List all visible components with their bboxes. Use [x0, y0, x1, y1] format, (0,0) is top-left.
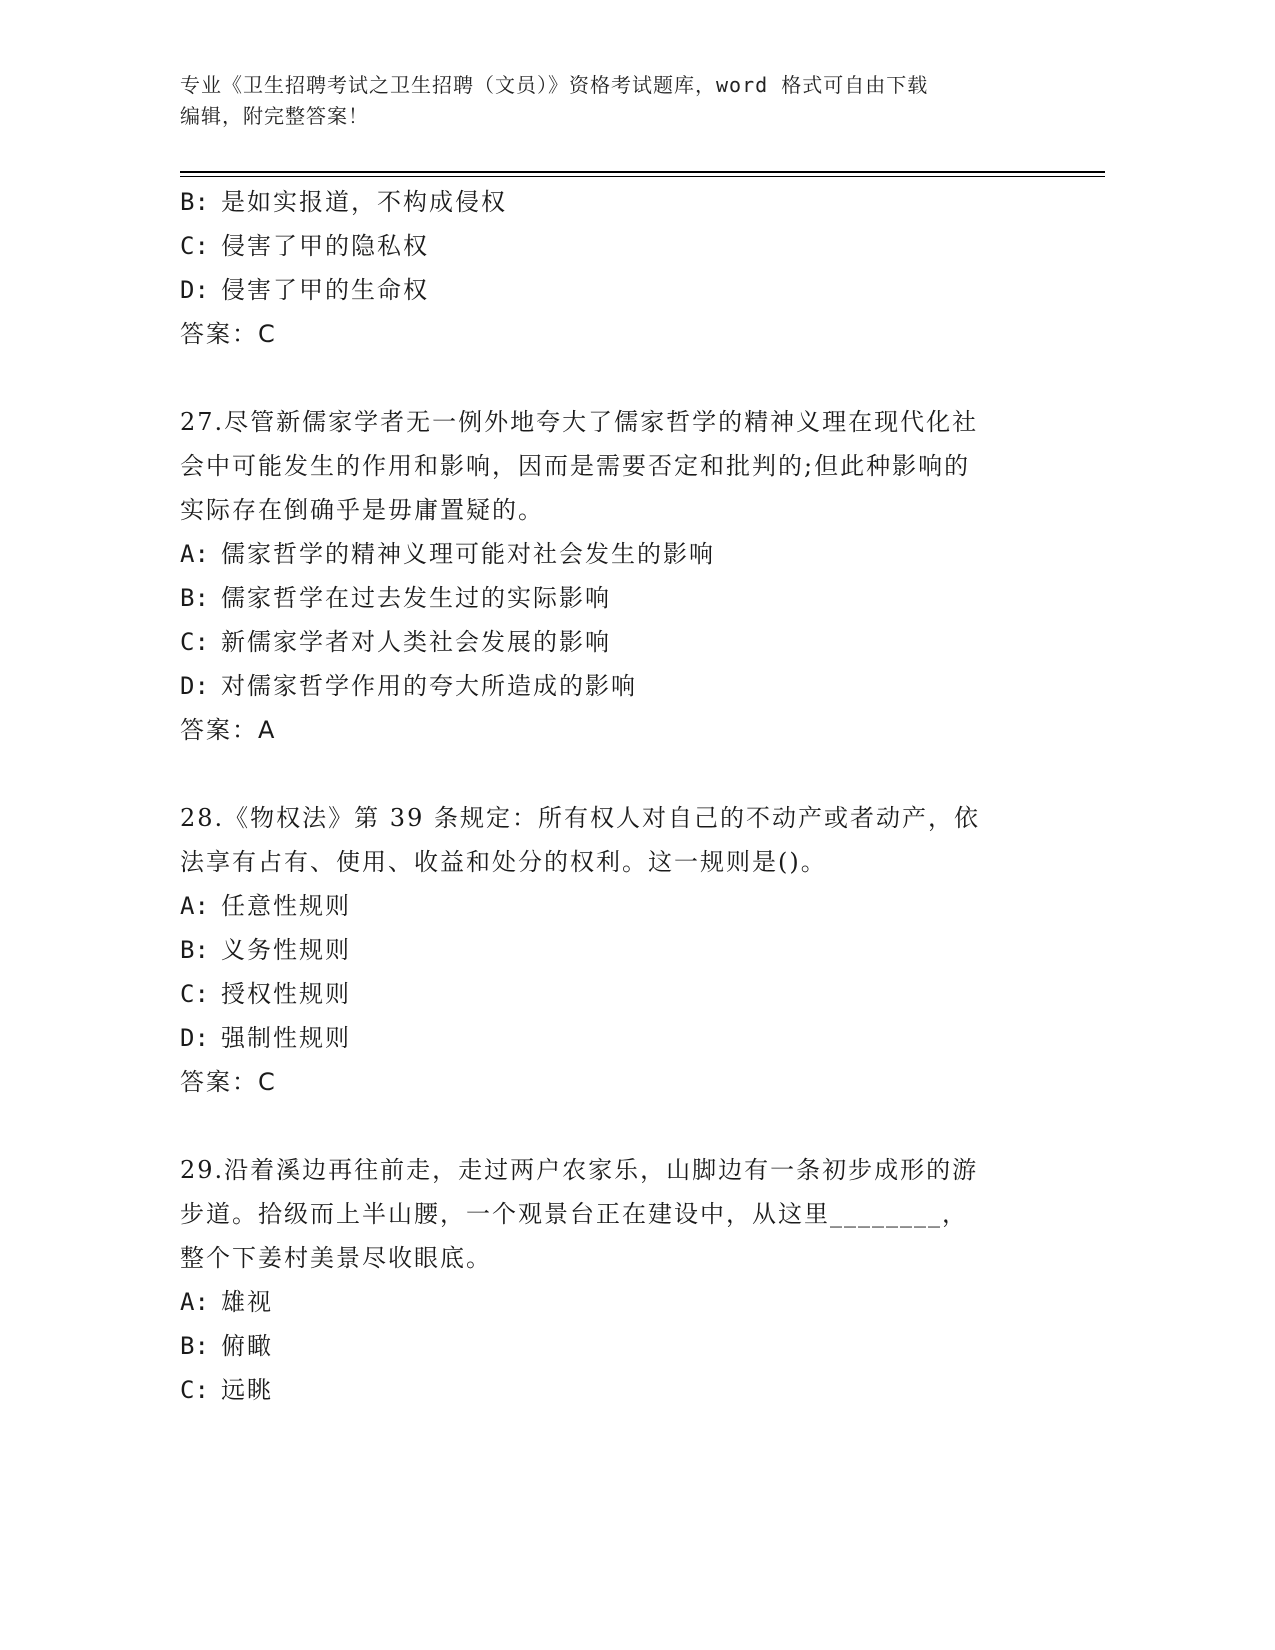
option-letter: B:: [180, 188, 209, 216]
question-29: [180, 1148, 1040, 1412]
option-text: 对儒家哲学作用的夸大所造成的影响: [221, 672, 637, 700]
option-b: [180, 180, 1040, 224]
header-line-2: 编辑，附完整答案！: [180, 104, 369, 128]
document-header: [180, 70, 1040, 132]
option-text: 远眺: [221, 1376, 273, 1404]
option-d: [180, 1016, 1040, 1060]
option-text: 侵害了甲的生命权: [221, 276, 429, 304]
option-letter: B:: [180, 1332, 209, 1360]
option-d: [180, 268, 1040, 312]
option-c: [180, 1368, 1040, 1412]
option-letter: C:: [180, 980, 209, 1008]
answer-line: 答案：C: [180, 320, 277, 348]
option-a: [180, 884, 1040, 928]
spacer: [180, 752, 1040, 796]
option-letter: A:: [180, 1288, 209, 1316]
option-letter: A:: [180, 540, 209, 568]
question-stem-line: 28.《物权法》第 39 条规定：所有权人对自己的不动产或者动产，依: [180, 804, 980, 832]
option-letter: C:: [180, 232, 209, 260]
option-text: 雄视: [221, 1288, 273, 1316]
option-c: [180, 224, 1040, 268]
option-a: [180, 532, 1040, 576]
option-letter: D:: [180, 672, 209, 700]
question-stem-line: 29.沿着溪边再往前走，走过两户农家乐，山脚边有一条初步成形的游: [180, 1156, 979, 1184]
option-text: 是如实报道，不构成侵权: [221, 188, 507, 216]
option-a: [180, 1280, 1040, 1324]
option-b: [180, 1324, 1040, 1368]
question-27: [180, 400, 1040, 752]
question-stem-line: 步道。拾级而上半山腰，一个观景台正在建设中，从这里________，: [180, 1200, 968, 1228]
option-b: [180, 928, 1040, 972]
option-text: 义务性规则: [221, 936, 351, 964]
option-c: [180, 620, 1040, 664]
option-d: [180, 664, 1040, 708]
question-stem-line: 会中可能发生的作用和影响，因而是需要否定和批判的;但此种影响的: [180, 452, 971, 480]
question-stem-line: 实际存在倒确乎是毋庸置疑的。: [180, 496, 544, 524]
question-stem-line: 27.尽管新儒家学者无一例外地夸大了儒家哲学的精神义理在现代化社: [180, 408, 979, 436]
option-text: 儒家哲学在过去发生过的实际影响: [221, 584, 611, 612]
option-text: 俯瞰: [221, 1332, 273, 1360]
answer-line: 答案：A: [180, 716, 277, 744]
question-stem-line: 法享有占有、使用、收益和处分的权利。这一规则是()。: [180, 848, 827, 876]
option-letter: D:: [180, 1024, 209, 1052]
option-letter: C:: [180, 628, 209, 656]
option-text: 新儒家学者对人类社会发展的影响: [221, 628, 611, 656]
option-text: 强制性规则: [221, 1024, 351, 1052]
option-text: 授权性规则: [221, 980, 351, 1008]
spacer: [180, 356, 1040, 400]
option-c: [180, 972, 1040, 1016]
option-b: [180, 576, 1040, 620]
spacer: [180, 1104, 1040, 1148]
header-rule-thick: [180, 171, 1105, 173]
option-letter: A:: [180, 892, 209, 920]
header-rule-thin: [180, 176, 1105, 177]
option-text: 儒家哲学的精神义理可能对社会发生的影响: [221, 540, 715, 568]
option-text: 任意性规则: [221, 892, 351, 920]
question-stem-line: 整个下姜村美景尽收眼底。: [180, 1244, 492, 1272]
answer-line: 答案：C: [180, 1068, 277, 1096]
option-letter: B:: [180, 936, 209, 964]
header-line-1: 专业《卫生招聘考试之卫生招聘（文员）》资格考试题库，word 格式可自由下载: [180, 73, 929, 97]
question-content: [180, 180, 1040, 1412]
option-text: 侵害了甲的隐私权: [221, 232, 429, 260]
question-28: [180, 796, 1040, 1104]
question-26-tail: [180, 180, 1040, 356]
option-letter: C:: [180, 1376, 209, 1404]
option-letter: B:: [180, 584, 209, 612]
option-letter: D:: [180, 276, 209, 304]
